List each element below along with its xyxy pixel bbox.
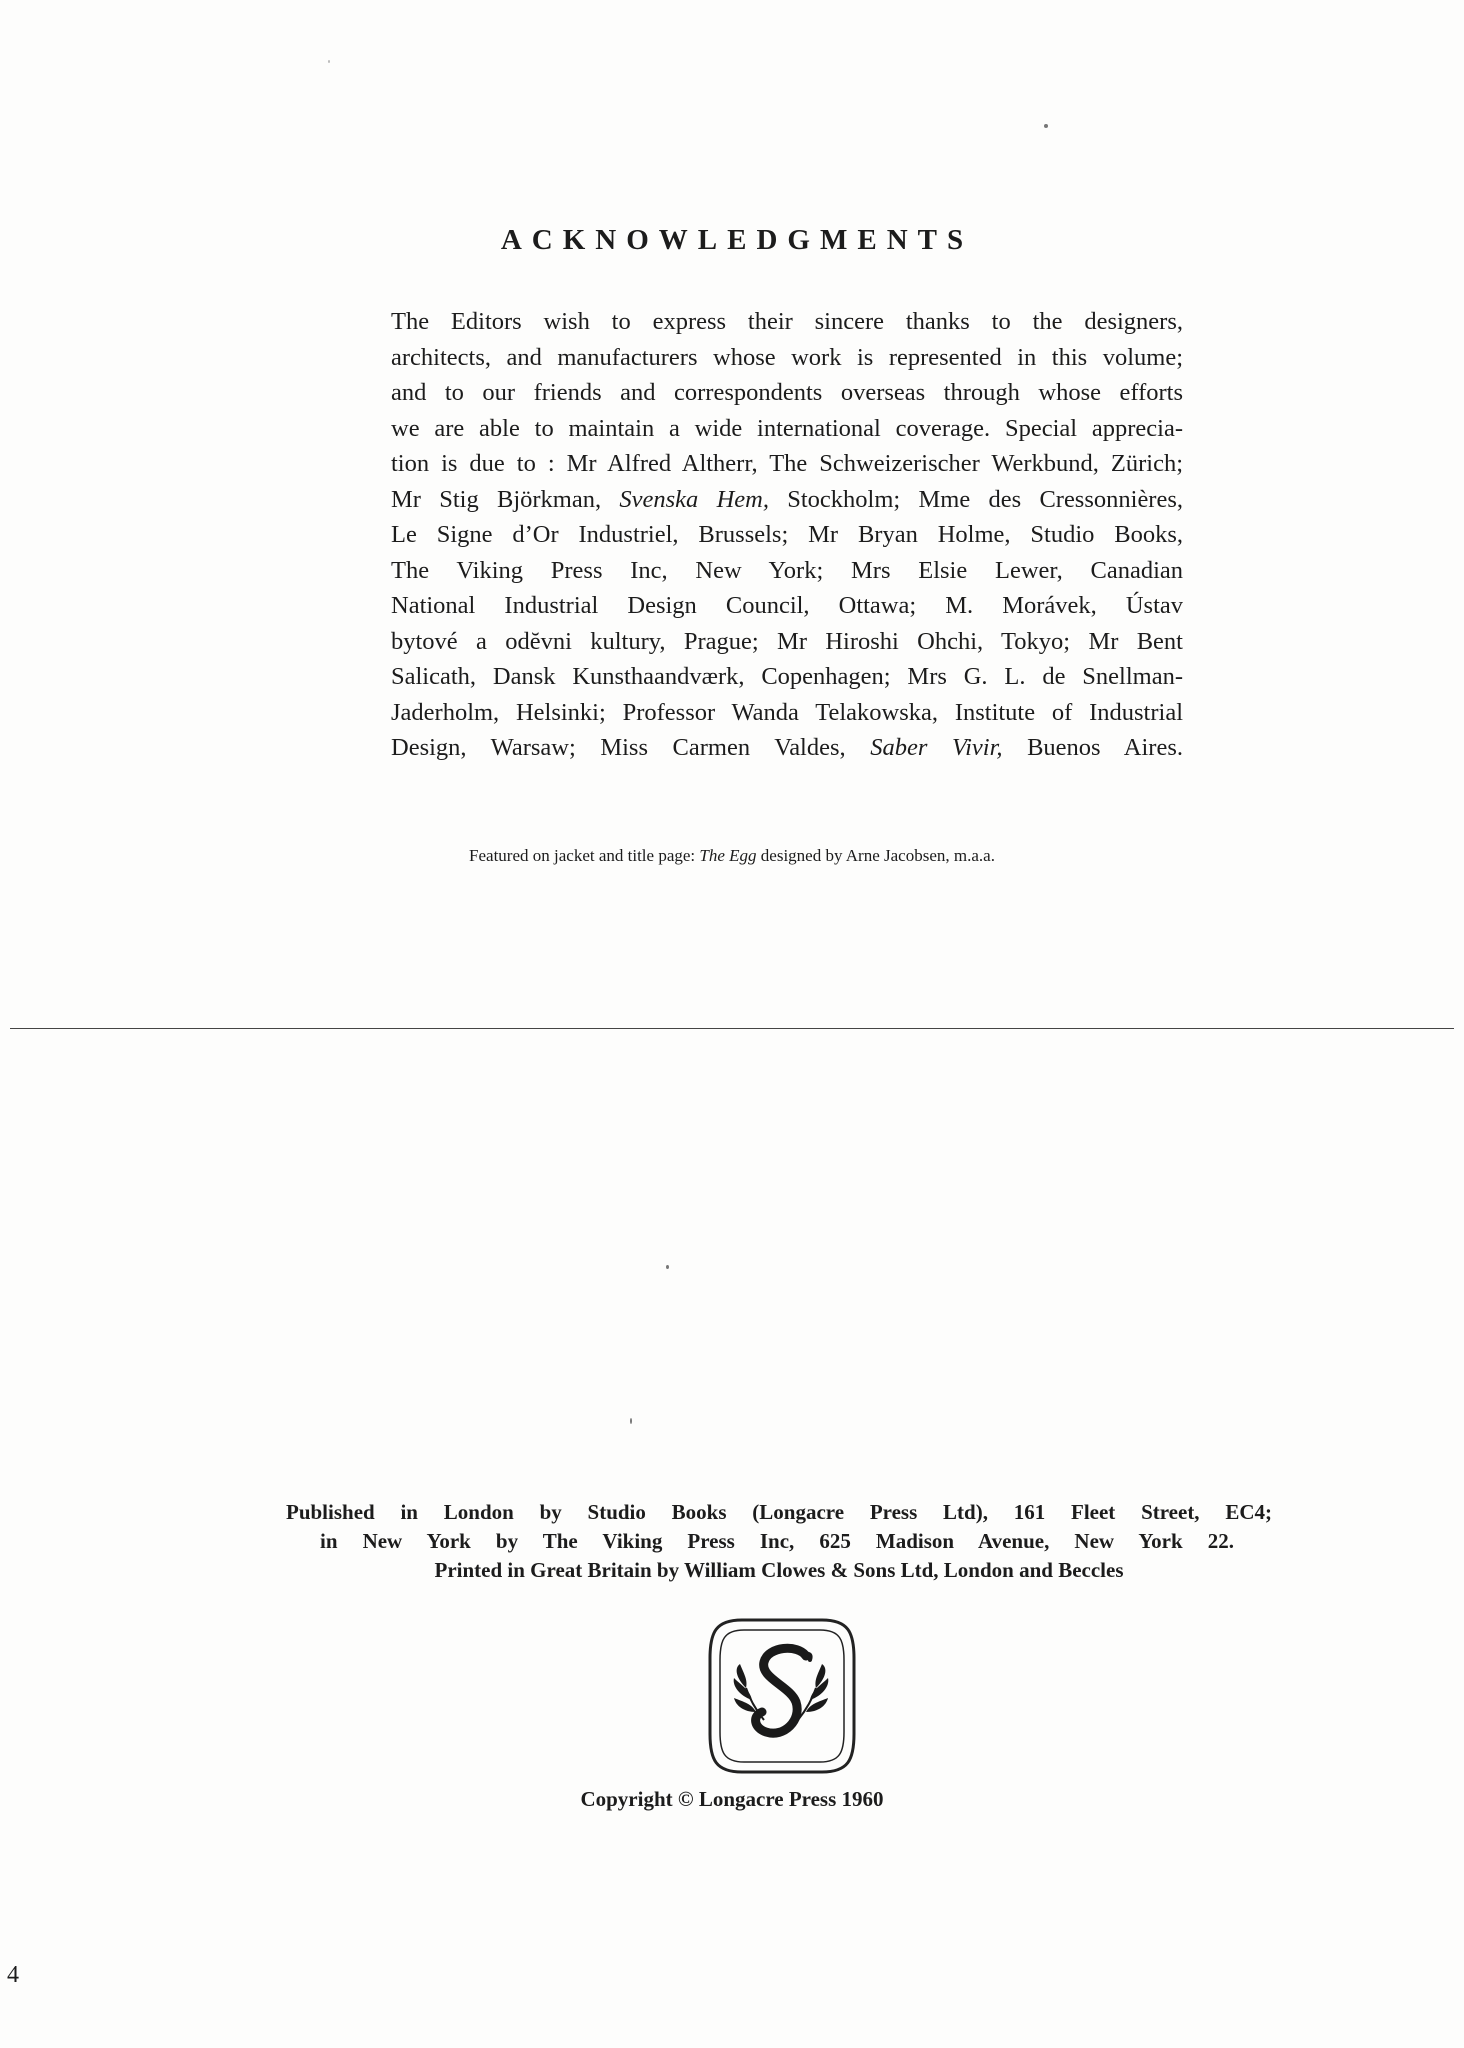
publisher-imprint: [286, 1498, 1272, 1585]
paper-speck: [630, 1418, 632, 1424]
body-line: The Viking Press Inc, New York; Mrs Elsie Lewer, Canadian: [391, 556, 1183, 584]
paper-speck: [666, 1265, 669, 1269]
body-line: Le Signe d’Or Industriel, Brussels; Mr Bryan Holme, Studio Books,: [391, 521, 1183, 548]
body-line: The Editors wish to express their sincere thanks to the designers,: [391, 308, 1183, 335]
body-line-text: Stockholm; Mme des Cressonnières,: [768, 485, 1183, 513]
acknowledgments-body: [391, 304, 1183, 766]
jacket-caption: [0, 846, 1464, 866]
body-line-italic-title: Saber Vivir,: [870, 734, 1003, 761]
studio-books-s-emblem-icon: [706, 1616, 858, 1776]
imprint-line: Printed in Great Britain by William Clowes & Sons Ltd, London and Beccles: [434, 1558, 1124, 1582]
caption-text: Featured on jacket and title page:: [469, 846, 700, 865]
paper-speck: [1044, 124, 1048, 128]
page-number: 4: [7, 1962, 19, 1988]
body-line: we are able to maintain a wide international coverage. Special apprecia-: [391, 414, 1183, 442]
copyright-line: Copyright © Longacre Press 1960: [580, 1787, 884, 1811]
body-line: [391, 482, 1183, 518]
imprint-line: in New York by The Viking Press Inc, 625 Madison Avenue, New York 22.: [320, 1529, 1234, 1553]
body-line: Jaderholm, Helsinki; Professor Wanda Telakowska, Institute of Industrial: [391, 698, 1183, 726]
page-divider-rule: [10, 1028, 1454, 1029]
body-line: Salicath, Dansk Kunsthaandværk, Copenhagen; Mrs G. L. de Snellman-: [391, 663, 1183, 690]
acknowledgments-heading: ACKNOWLEDGMENTS: [500, 224, 974, 256]
caption-text: designed by Arne Jacobsen, m.a.a.: [756, 846, 995, 865]
caption-italic-title: The Egg: [699, 846, 757, 865]
body-line: tion is due to : Mr Alfred Altherr, The Schweizerischer Werkbund, Zürich;: [391, 450, 1183, 477]
body-line: and to our friends and correspondents overseas through whose efforts: [391, 379, 1183, 406]
paper-speck: [328, 60, 330, 63]
body-line: bytové a odĕvni kultury, Prague; Mr Hiroshi Ohchi, Tokyo; Mr Bent: [391, 627, 1183, 655]
body-line: National Industrial Design Council, Ottawa; M. Morávek, Ústav: [391, 592, 1183, 619]
body-line-text: Design, Warsaw; Miss Carmen Valdes,: [391, 734, 871, 761]
body-line-italic-title: Svenska Hem,: [619, 485, 769, 513]
body-line: [391, 730, 1183, 766]
imprint-line: Published in London by Studio Books (Longacre Press Ltd), 161 Fleet Street, EC4;: [286, 1500, 1272, 1524]
body-line: architects, and manufacturers whose work is represented in this volume;: [391, 343, 1183, 371]
body-line-text: Buenos Aires.: [1002, 734, 1183, 761]
body-line-text: Mr Stig Björkman,: [391, 485, 620, 513]
